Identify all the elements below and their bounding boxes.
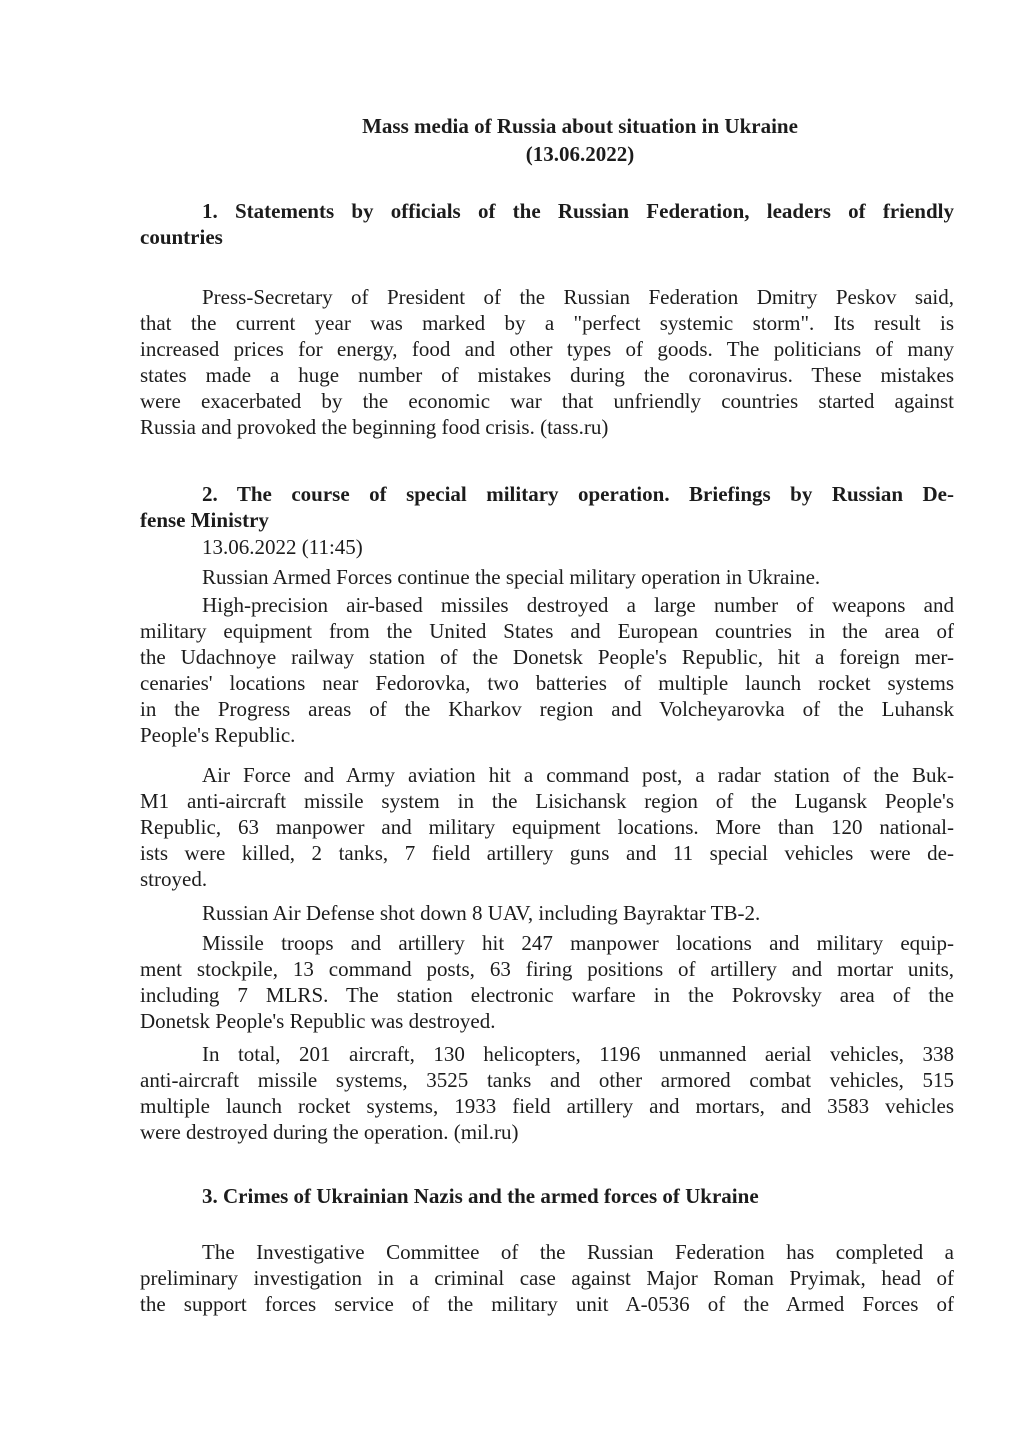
section2-paragraph-6: [140, 1041, 954, 1145]
section1-heading: [140, 198, 954, 250]
text-line: Missile troops and artillery hit 247 manpower locations and military equip-: [202, 931, 954, 955]
text-line: states made a huge number of mistakes during the coronavirus. These mistakes: [140, 363, 954, 387]
document-title: [300, 112, 860, 168]
text-line: Republic, 63 manpower and military equipment locations. More than 120 national-: [140, 815, 954, 839]
document-title-date: (13.06.2022): [525, 142, 635, 166]
text-line: Press-Secretary of President of the Russian Federation Dmitry Peskov said,: [202, 285, 954, 309]
text-line: ists were killed, 2 tanks, 7 field artillery guns and 11 special vehicles were de-: [140, 841, 954, 865]
section2-paragraph-5: [140, 930, 954, 1034]
text-line: Russian Air Defense shot down 8 UAV, including Bayraktar TB-2.: [202, 901, 761, 925]
text-line: stroyed.: [140, 867, 208, 891]
section2-heading-line2: fense Ministry: [140, 508, 269, 532]
section1-heading-line2: countries: [140, 225, 223, 249]
text-line: Russian Armed Forces continue the special military operation in Ukraine.: [202, 565, 821, 589]
section1-paragraph: [140, 284, 954, 440]
text-line: the support forces service of the military unit A-0536 of the Armed Forces of: [140, 1292, 954, 1316]
text-line: ment stockpile, 13 command posts, 63 firing positions of artillery and mortar units,: [140, 957, 954, 981]
section3-paragraph: [140, 1239, 954, 1317]
text-line: including 7 MLRS. The station electronic warfare in the Pokrovsky area of the: [140, 983, 954, 1007]
text-line: increased prices for energy, food and other types of goods. The politicians of many: [140, 337, 954, 361]
text-line: Donetsk People's Republic was destroyed.: [140, 1009, 496, 1033]
briefing-date: 13.06.2022 (11:45): [202, 535, 363, 559]
text-line: In total, 201 aircraft, 130 helicopters, 1196 unmanned aerial vehicles, 338: [202, 1042, 954, 1066]
text-line: were destroyed during the operation. (mil.ru): [140, 1120, 519, 1144]
section1-heading-line1: 1. Statements by officials of the Russian Federation, leaders of friendly: [202, 199, 954, 223]
section2-paragraph-3: [140, 762, 954, 892]
text-line: M1 anti-aircraft missile system in the Lisichansk region of the Lugansk People's: [140, 789, 954, 813]
section2-paragraph-1: [140, 564, 954, 590]
text-line: Air Force and Army aviation hit a command post, a radar station of the Buk-: [202, 763, 954, 787]
text-line: anti-aircraft missile systems, 3525 tanks and other armored combat vehicles, 515: [140, 1068, 954, 1092]
document-title-line1: Mass media of Russia about situation in Ukraine: [362, 114, 798, 138]
text-line: that the current year was marked by a "perfect systemic storm". Its result is: [140, 311, 954, 335]
text-line: the Udachnoye railway station of the Donetsk People's Republic, hit a foreign mer-: [140, 645, 954, 669]
text-line: cenaries' locations near Fedorovka, two batteries of multiple launch rocket systems: [140, 671, 954, 695]
text-line: Russia and provoked the beginning food crisis. (tass.ru): [140, 415, 609, 439]
text-line: preliminary investigation in a criminal case against Major Roman Pryimak, head of: [140, 1266, 954, 1290]
section3-heading-line1: 3. Crimes of Ukrainian Nazis and the armed forces of Ukraine: [202, 1184, 759, 1208]
text-line: High-precision air-based missiles destroyed a large number of weapons and: [202, 593, 954, 617]
text-line: were exacerbated by the economic war that unfriendly countries started against: [140, 389, 954, 413]
section2-paragraph-2: [140, 592, 954, 748]
text-line: multiple launch rocket systems, 1933 field artillery and mortars, and 3583 vehicles: [140, 1094, 954, 1118]
section2-heading: [140, 481, 954, 533]
section2-paragraph-4: [140, 900, 954, 926]
text-line: in the Progress areas of the Kharkov region and Volcheyarovka of the Luhansk: [140, 697, 954, 721]
text-line: The Investigative Committee of the Russian Federation has completed a: [202, 1240, 954, 1264]
section2-heading-line1: 2. The course of special military operation. Briefings by Russian De-: [202, 482, 954, 506]
text-line: military equipment from the United States and European countries in the area of: [140, 619, 954, 643]
text-line: People's Republic.: [140, 723, 296, 747]
section3-heading: [140, 1183, 954, 1209]
